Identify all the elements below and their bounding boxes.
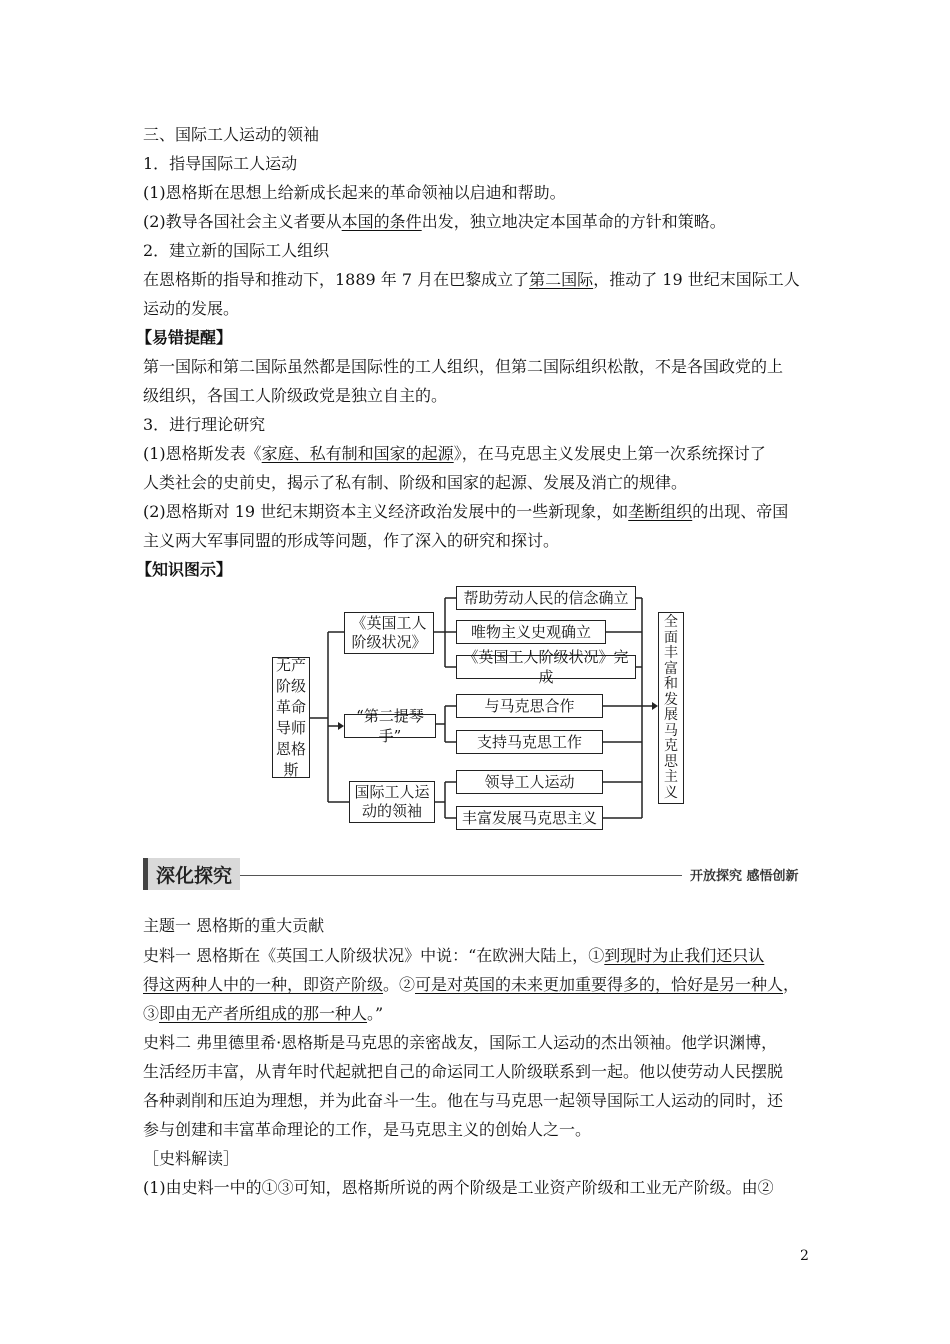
diagram-leaf: 丰富发展马克思主义 — [456, 806, 603, 830]
warning-label: 【易错提醒】 — [136, 328, 233, 347]
quoted-text: 即由无产者所组成的那一种人 — [159, 1004, 368, 1023]
diagram-leaf: 支持马克思工作 — [456, 730, 603, 754]
root-line: 斯 — [283, 760, 299, 779]
node-line: 动的领袖 — [361, 802, 422, 820]
key-term: 家庭、私有制和国家的起源 — [261, 444, 454, 463]
diagram-node-movement-leader — [349, 781, 435, 823]
root-line: 无产 — [275, 655, 306, 674]
result-char: 展 — [664, 707, 678, 723]
text: 。” — [367, 1004, 384, 1023]
paragraph-line: 级组织，各国工人阶级政党是独立自主的。 — [143, 386, 448, 405]
result-char: 克 — [664, 738, 678, 754]
node-line: 阶级状况》 — [351, 633, 427, 651]
paragraph-line: 生活经历丰富，从青年时代起就把自己的命运同工人阶级联系到一起。他以使劳动人民摆脱 — [143, 1062, 784, 1081]
paragraph-line: 主义两大军事同盟的形成等问题，作了深入的研究和探讨。 — [143, 531, 560, 550]
paragraph-line: 各种剥削和压迫为理想，并为此奋斗一生。他在与马克思一起领导国际工人运动的同时，还 — [143, 1091, 784, 1110]
section-banner-title: 深化探究 — [143, 858, 240, 890]
paragraph-line — [143, 946, 764, 966]
result-char: 丰 — [664, 645, 678, 661]
text: 出发，独立地决定本国革命的方针和策略。 — [421, 212, 726, 231]
result-char: 马 — [664, 722, 678, 739]
key-term: 垄断组织 — [628, 502, 693, 521]
text: (2)教导各国社会主义者要从 — [143, 212, 342, 231]
text: ， — [783, 975, 800, 994]
paragraph-line: 参与创建和丰富革命理论的工作，是马克思主义的创始人之一。 — [143, 1120, 592, 1139]
paragraph-line — [143, 975, 799, 995]
text: ③ — [143, 1004, 160, 1023]
topic-heading: 主题一 恩格斯的重大贡献 — [143, 916, 325, 935]
diagram-leaf: 帮助劳动人民的信念确立 — [456, 586, 636, 610]
text: 在恩格斯的指导和推动下，1889 年 7 月在巴黎成立了 — [143, 270, 530, 289]
result-char: 面 — [664, 629, 678, 646]
quoted-text: 可是对英国的未来更加重要得多的，恰好是另一种人 — [415, 975, 784, 994]
key-term: 第二国际 — [529, 270, 594, 289]
result-char: 义 — [664, 784, 678, 801]
diagram-root-node — [272, 657, 310, 778]
diagram-leaf: 唯物主义史观确立 — [456, 620, 606, 644]
result-char: 富 — [664, 660, 678, 677]
section-banner-subtitle: 开放探究 感悟创新 — [690, 869, 799, 884]
text: ，推动了 19 世纪末国际工人 — [593, 270, 800, 289]
key-term: 本国的条件 — [341, 212, 422, 231]
root-line: 导师 — [275, 718, 306, 737]
text: (2)恩格斯对 19 世纪末期资本主义经济政治发展中的一些新现象，如 — [143, 502, 629, 521]
result-char: 发 — [664, 691, 678, 708]
diagram-result-node — [658, 612, 684, 804]
text: 》，在马克思主义发展史上第一次系统探讨了 — [453, 444, 766, 463]
root-line: 革命 — [275, 697, 306, 716]
result-char: 全 — [664, 614, 678, 630]
text: 。② — [383, 975, 416, 994]
paragraph-line: 人类社会的史前史，揭示了私有制、阶级和国家的起源、发展及消亡的规律。 — [143, 473, 688, 492]
result-char: 主 — [664, 769, 678, 785]
paragraph-line: 第一国际和第二国际虽然都是国际性的工人组织，但第二国际组织松散，不是各国政党的上 — [143, 357, 784, 376]
text: 史料一 恩格斯在《英国工人阶级状况》中说：“在欧洲大陆上，① — [143, 946, 605, 965]
diagram-node-condition-report — [344, 612, 434, 654]
item-heading: 1．指导国际工人运动 — [143, 154, 298, 173]
quoted-text: 到现时为止我们还只认 — [604, 946, 765, 965]
root-line: 阶级 — [275, 676, 306, 695]
paragraph-line: (1)恩格斯在思想上给新成长起来的革命领袖以启迪和帮助。 — [143, 183, 566, 202]
text: (1)恩格斯发表《 — [143, 444, 262, 463]
diagram-label: 【知识图示】 — [136, 560, 233, 579]
page-number: 2 — [800, 1248, 809, 1264]
node-line: 国际工人运 — [354, 783, 430, 801]
diagram-leaf: 《英国工人阶级状况》完成 — [456, 655, 636, 679]
paragraph-line: 运动的发展。 — [143, 299, 240, 318]
diagram-leaf: 领导工人运动 — [456, 770, 603, 794]
text: 的出现、帝国 — [692, 502, 789, 521]
paragraph-line: (1)由史料一中的①③可知，恩格斯所说的两个阶级是工业资产阶级和工业无产阶级。由② — [143, 1178, 774, 1197]
root-line: 恩格 — [275, 739, 306, 758]
interpretation-label: ［史料解读］ — [143, 1149, 240, 1168]
result-char: 思 — [664, 753, 678, 770]
section-banner-rule — [240, 875, 682, 876]
item-heading: 3．进行理论研究 — [143, 415, 266, 434]
diagram-leaf: 与马克思合作 — [456, 694, 603, 718]
node-line: 《英国工人 — [351, 614, 427, 632]
section-heading: 三、国际工人运动的领袖 — [143, 125, 320, 144]
quoted-text: 得这两种人中的一种，即资产阶级 — [143, 975, 384, 994]
item-heading: 2．建立新的国际工人组织 — [143, 241, 330, 260]
paragraph-line: 史料二 弗里德里希·恩格斯是马克思的亲密战友，国际工人运动的杰出领袖。他学识渊博， — [143, 1033, 778, 1052]
result-char: 和 — [664, 676, 678, 692]
diagram-node-second-fiddle: “第二提琴手” — [344, 714, 436, 738]
paragraph-line — [143, 1004, 383, 1024]
